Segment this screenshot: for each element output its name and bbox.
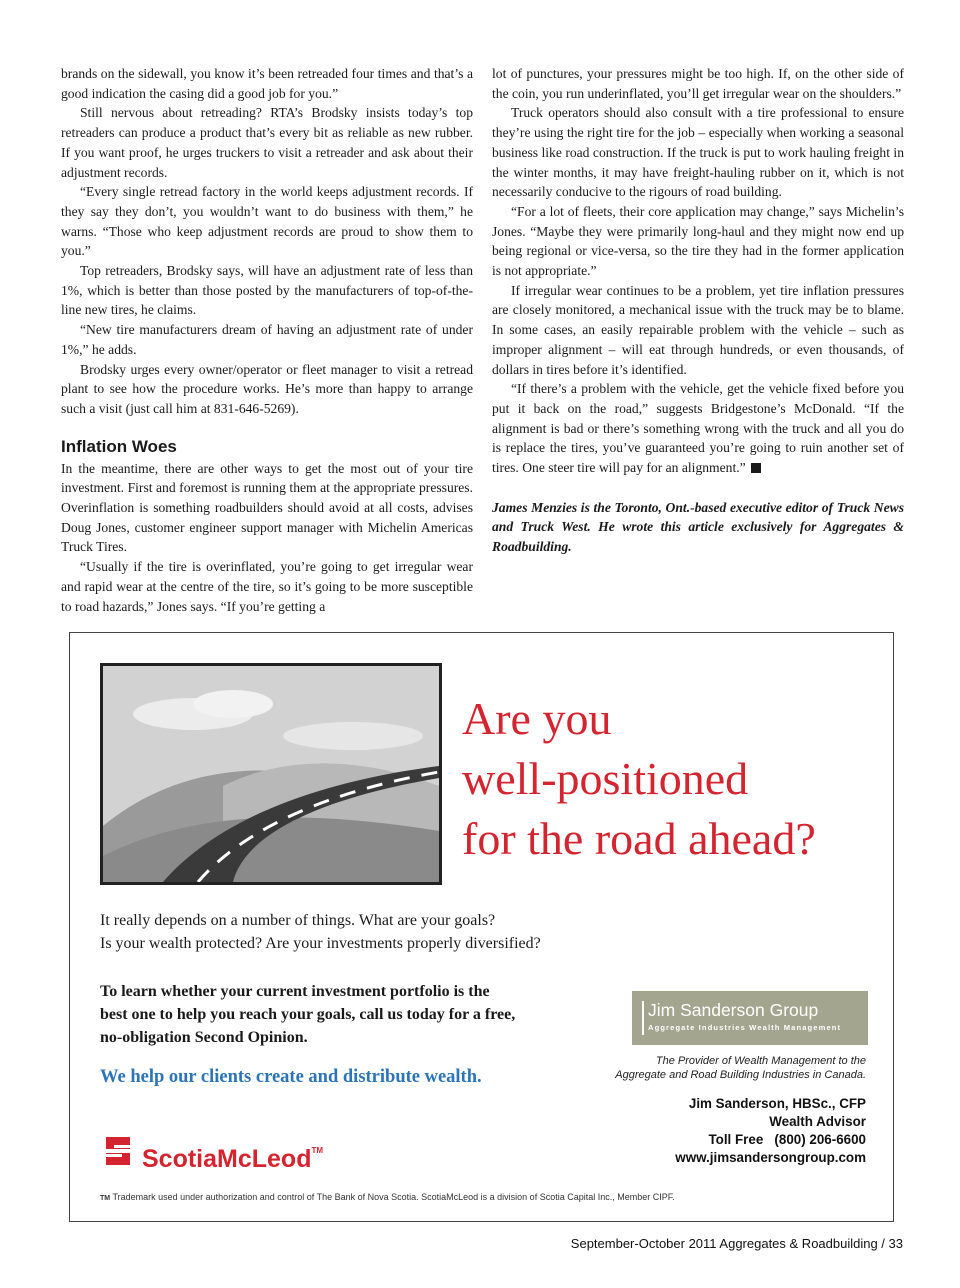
brand-name xyxy=(142,1133,323,1177)
paragraph-with-endmark xyxy=(492,379,904,478)
brand-name-text: ScotiaMcLeod xyxy=(142,1145,312,1173)
author-byline: James Menzies is the Toronto, Ont.-based executive editor of Truck News and Truck West. He wrote this article exclusively for Aggregates & Roadbuilding. xyxy=(492,499,904,555)
cta-line: best one to help you reach your goals, call us today for a free, xyxy=(100,1006,516,1023)
jim-sanderson-group-logo xyxy=(632,991,868,1045)
end-of-article-icon xyxy=(751,463,761,473)
paragraph: “Usually if the tire is overinflated, you’re going to get irregular wear and rapid wear at the centre of the tire, so it’s going to be more susceptible to road hazards,” Jones says. “If you’re getting a xyxy=(61,559,473,614)
headline-line: well-positioned xyxy=(462,753,749,804)
paragraph: “For a lot of fleets, their core application may change,” says Michelin’s Jones. “Maybe they were primarily long-haul and they might now end up being regional or vice-versa, so the tire they had in the former application is not appropriate.” xyxy=(492,203,904,279)
ad-tagline: We help our clients create and distribute wealth. xyxy=(100,1067,482,1087)
paragraph: Brodsky urges every owner/operator or fleet manager to visit a retread plant to see how the procedure works. He’s more than happy to arrange such a visit (just call him at 831-646-5269). xyxy=(61,361,473,416)
ad-call-to-action xyxy=(100,980,600,1049)
contact-title: Wealth Advisor xyxy=(769,1114,866,1129)
paragraph: In the meantime, there are other ways to get the most out of your tire investment. First and foremost is running them at the appropriate pressures. Overinflation is something roadbuilders should avoid at all costs, advises Doug Jones, customer engineer support manager with Michelin Americas Truck Tires. xyxy=(61,460,473,555)
paragraph: lot of punctures, your pressures might be too high. If, on the other side of the coin, you run underinflated, you’ll get irregular wear on the shoulders.” xyxy=(492,66,904,101)
contact-name: Jim Sanderson, HBSc., CFP xyxy=(688,1096,866,1111)
ad-disclaimer xyxy=(100,1192,675,1202)
paragraph-text: “If there’s a problem with the vehicle, get the vehicle fixed before you put it back on the road,” suggests Bridgestone’s McDonald. “If the alignment is bad or there’s something wrong with the truck and all you do is replace the tires, you’ve guaranteed you’re going to ruin another set of tires. One steer tire will pay for an alignment.” xyxy=(492,381,904,476)
provider-statement xyxy=(566,1054,866,1082)
road-hills-icon xyxy=(103,666,439,882)
article-left-column xyxy=(61,64,473,616)
section-heading: Inflation Woes xyxy=(61,436,177,456)
headline-line: for the road ahead? xyxy=(462,813,816,864)
paragraph: “Every single retread factory in the world keeps adjustment records. If they say they don’t, you wouldn’t want to do business with them,” he warns. “Those who keep adjustment records are proud to show them to you.” xyxy=(61,184,473,259)
paragraph: If irregular wear continues to be a problem, yet tire inflation pressures are closely monitored, a mechanical issue with the truck may be to blame. In some cases, an easily repairable problem with the vehicle – such as improper alignment – will eat through hundreds, or even thousands, of dollars in tires before it’s identified. xyxy=(492,282,904,377)
contact-website[interactable]: www.jimsandersongroup.com xyxy=(675,1150,866,1165)
ad-headline xyxy=(462,689,882,869)
paragraph: Top retreaders, Brodsky says, will have an adjustment rate of less than 1%, which is better than those posted by the manufacturers of top-of-the-line new tires, he claims. xyxy=(61,263,473,318)
logo-name: Jim Sanderson Group xyxy=(648,1000,819,1020)
contact-block xyxy=(566,1095,866,1167)
scotia-s-icon xyxy=(100,1133,136,1169)
question-line: Is your wealth protected? Are your investments properly diversified? xyxy=(100,935,541,952)
disclaimer-text: Trademark used under authorization and control of The Bank of Nova Scotia. ScotiaMcLeod is a division of Scotia Capital Inc., Member CIPF. xyxy=(112,1192,675,1202)
contact-phone: Toll Free (800) 206-6600 xyxy=(708,1132,866,1147)
scotiamcleod-logo xyxy=(100,1133,360,1173)
paragraph: brands on the sidewall, you know it’s been retreaded four times and that’s a good indication the casing did a good job for you.” xyxy=(61,66,473,101)
ad-questions xyxy=(100,909,620,955)
provider-line: Aggregate and Road Building Industries in Canada. xyxy=(615,1069,866,1081)
logo-subtitle: Aggregate Industries Wealth Management xyxy=(648,1023,842,1032)
page-footer: September-October 2011 Aggregates & Roadbuilding / 33 xyxy=(570,1236,903,1251)
logo-bar-icon xyxy=(642,1001,644,1035)
advertisement xyxy=(69,632,894,1222)
cta-line: To learn whether your current investment portfolio is the xyxy=(100,983,490,1000)
provider-line: The Provider of Wealth Management to the xyxy=(655,1055,866,1067)
cta-line: no-obligation Second Opinion. xyxy=(100,1029,308,1046)
paragraph: Truck operators should also consult with a tire professional to ensure they’re using the right tire for the job – especially when working a seasonal business like road construction. If the truck is put to work hauling freight in the winter months, it may have freight-hauling rubber on it, which is not necessarily conducive to the rigours of road building. xyxy=(492,105,904,200)
trademark-mark: TM xyxy=(311,1146,324,1155)
disclaimer-mark: TM xyxy=(100,1195,111,1202)
headline-line: Are you xyxy=(462,693,612,744)
paragraph: “New tire manufacturers dream of having an adjustment rate of under 1%,” he adds. xyxy=(61,322,473,357)
road-illustration xyxy=(100,663,442,885)
paragraph: Still nervous about retreading? RTA’s Brodsky insists today’s top retreaders can produce a product that’s every bit as reliable as new rubber. If you want proof, he urges truckers to visit a retreader and ask about their adjustment records. xyxy=(61,105,473,180)
question-line: It really depends on a number of things. What are your goals? xyxy=(100,912,496,929)
article-right-column xyxy=(492,64,904,557)
